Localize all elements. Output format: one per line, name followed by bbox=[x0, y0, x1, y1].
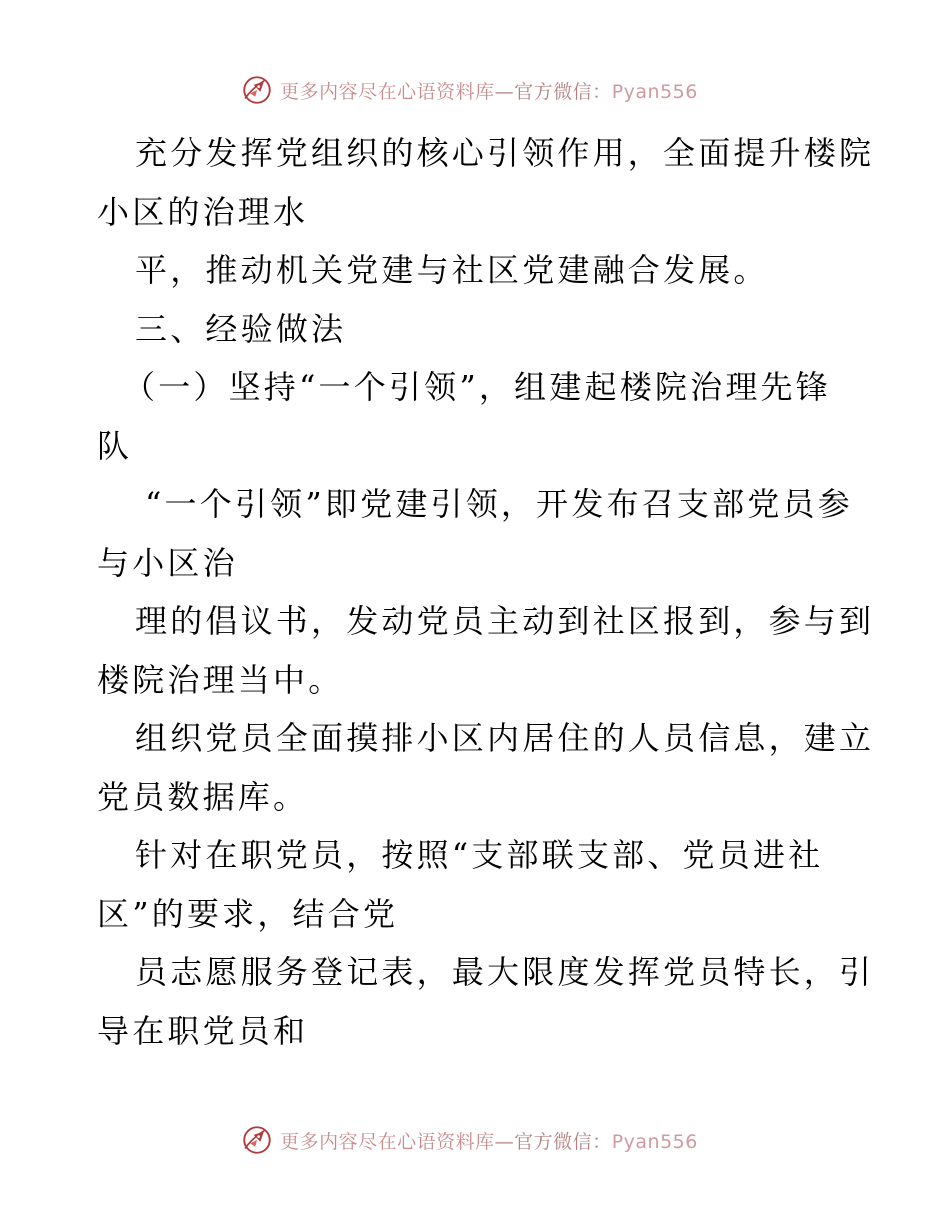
watermark-main: 更多内容尽在心语资料库 bbox=[280, 1130, 495, 1153]
text-line: 三、经验做法 bbox=[135, 309, 347, 348]
text-line: 党员数据库。 bbox=[97, 777, 309, 816]
text-line: 平，推动机关党建与社区党建融合发展。 bbox=[135, 251, 769, 289]
watermark-footer bbox=[0, 1120, 950, 1160]
text-line: 导在职党员和 bbox=[97, 1011, 309, 1050]
text-line: 楼院治理当中。 bbox=[97, 660, 344, 699]
pen-nib-logo-icon bbox=[240, 73, 274, 107]
watermark-header bbox=[0, 70, 950, 110]
text-line: 理的倡议书，发动党员主动到社区报到，参与到 bbox=[135, 602, 875, 640]
watermark-wechat-label: 官方微信： bbox=[514, 80, 612, 103]
text-line: 员志愿服务登记表，最大限度发挥党员特长，引 bbox=[135, 953, 875, 991]
text-line: 与小区治 bbox=[97, 543, 238, 582]
text-line: 组织党员全面摸排小区内居住的人员信息，建立 bbox=[135, 719, 875, 757]
text-line: 区”的要求，结合党 bbox=[97, 894, 399, 933]
watermark-dash: — bbox=[494, 80, 515, 103]
text-line: 队 bbox=[97, 426, 133, 465]
watermark-main: 更多内容尽在心语资料库 bbox=[280, 80, 495, 103]
watermark-wechat-label: 官方微信： bbox=[514, 1130, 612, 1153]
text-line: 充分发挥党组织的核心引领作用，全面提升楼院 bbox=[135, 134, 875, 172]
watermark-wechat-id: Pyan556 bbox=[611, 80, 698, 103]
document-body bbox=[97, 124, 875, 1060]
watermark-footer-inner bbox=[240, 1123, 698, 1157]
text-line: 小区的治理水 bbox=[97, 192, 309, 231]
watermark-dash: — bbox=[494, 1130, 515, 1153]
text-line: “一个引领”即党建引领，开发布召支部党员参 bbox=[145, 485, 853, 523]
watermark-text bbox=[280, 1127, 698, 1154]
watermark-text bbox=[280, 77, 698, 104]
text-line: 针对在职党员，按照“支部联支部、党员进社 bbox=[135, 836, 824, 874]
text-line: （一）坚持“一个引领”，组建起楼院治理先锋 bbox=[123, 368, 831, 406]
pen-nib-logo-icon bbox=[240, 1123, 274, 1157]
watermark-wechat-id: Pyan556 bbox=[611, 1130, 698, 1153]
watermark-header-inner bbox=[240, 73, 698, 107]
